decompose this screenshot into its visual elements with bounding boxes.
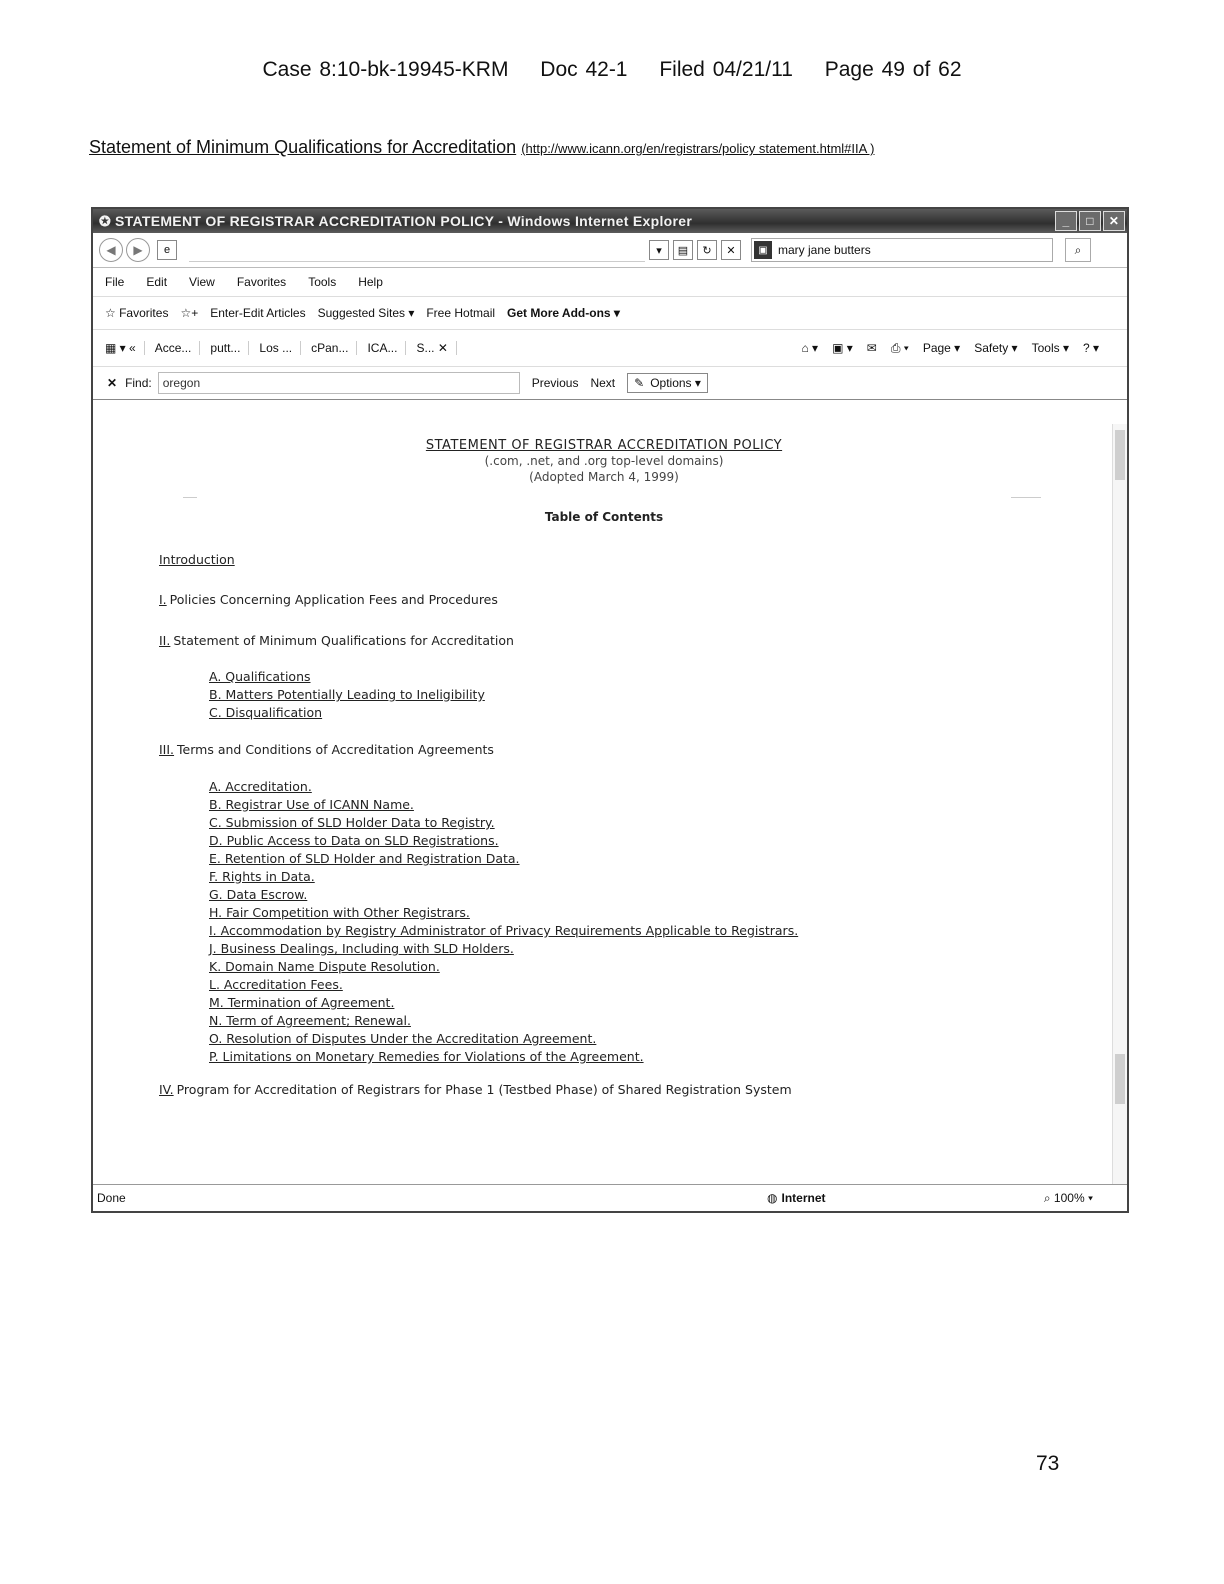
safety-menu[interactable]: Safety ▾ bbox=[974, 340, 1018, 355]
divider-right bbox=[1011, 497, 1041, 498]
toc-link[interactable]: B. Registrar Use of ICANN Name. bbox=[209, 797, 414, 812]
menu-favorites[interactable]: Favorites bbox=[236, 275, 287, 289]
home-icon[interactable]: ⌂ ▾ bbox=[801, 340, 819, 355]
toc-heading: Table of Contents bbox=[544, 510, 664, 524]
zone-label: Internet bbox=[781, 1191, 826, 1205]
print-icon[interactable]: ⎙ ▾ bbox=[890, 340, 909, 355]
maximize-button[interactable]: □ bbox=[1079, 211, 1101, 231]
ie-icon: ✪ bbox=[99, 212, 112, 229]
toc-link[interactable]: D. Public Access to Data on SLD Registrations. bbox=[209, 833, 499, 848]
back-button[interactable]: ◀ bbox=[99, 238, 123, 262]
forward-button[interactable]: ▶ bbox=[126, 238, 150, 262]
compat-icon[interactable]: ▤ bbox=[673, 240, 693, 260]
help-icon[interactable]: ? ▾ bbox=[1082, 340, 1099, 355]
mail-icon[interactable]: ✉ bbox=[866, 340, 877, 355]
section-3-link[interactable]: III. bbox=[159, 742, 175, 757]
toc-link[interactable]: A. Qualifications bbox=[209, 669, 311, 684]
section-1-link[interactable]: I. bbox=[159, 592, 167, 607]
toc-link[interactable]: E. Retention of SLD Holder and Registration Data. bbox=[209, 851, 520, 866]
section-2-link[interactable]: II. bbox=[159, 633, 171, 648]
find-value: oregon bbox=[162, 376, 201, 390]
menu-bar bbox=[93, 268, 1127, 297]
toc-link[interactable]: K. Domain Name Dispute Resolution. bbox=[209, 959, 440, 974]
globe-icon: ◍ bbox=[767, 1191, 778, 1205]
toc-link[interactable]: N. Term of Agreement; Renewal. bbox=[209, 1013, 411, 1028]
toc-section-2 bbox=[159, 633, 514, 648]
toc-link[interactable]: F. Rights in Data. bbox=[209, 869, 315, 884]
fav-link-addons[interactable]: Get More Add-ons ▾ bbox=[507, 306, 620, 320]
refresh-icon[interactable]: ↻ bbox=[697, 240, 717, 260]
section-4-text: Program for Accreditation of Registrars for Phase 1 (Testbed Phase) of Shared Registration System bbox=[176, 1082, 792, 1097]
menu-tools[interactable]: Tools bbox=[308, 275, 337, 289]
fav-link-enter-edit[interactable]: Enter-Edit Articles bbox=[210, 306, 306, 320]
toc-link[interactable]: M. Termination of Agreement. bbox=[209, 995, 395, 1010]
section-3-list bbox=[209, 778, 798, 1066]
pencil-icon: ✎ bbox=[634, 376, 645, 390]
find-options-label: Options ▾ bbox=[650, 376, 701, 390]
toc-link[interactable]: I. Accommodation by Registry Administrator of Privacy Requirements Applicable to Registrars. bbox=[209, 923, 799, 938]
toc-link[interactable]: C. Submission of SLD Holder Data to Registry. bbox=[209, 815, 495, 830]
toc-link[interactable]: P. Limitations on Monetary Remedies for Violations of the Agreement. bbox=[209, 1049, 644, 1064]
tab-4[interactable]: cPan... bbox=[311, 341, 357, 355]
toc-link[interactable]: A. Accreditation. bbox=[209, 779, 312, 794]
policy-subtitle: (.com, .net, and .org top-level domains) bbox=[484, 454, 724, 468]
toc-link[interactable]: O. Resolution of Disputes Under the Accreditation Agreement. bbox=[209, 1031, 597, 1046]
tab-5[interactable]: ICA... bbox=[367, 341, 406, 355]
menu-view[interactable]: View bbox=[189, 275, 215, 289]
policy-title: STATEMENT OF REGISTRAR ACCREDITATION POLICY bbox=[425, 438, 783, 453]
find-next-button[interactable]: Next bbox=[590, 376, 616, 390]
menu-help[interactable]: Help bbox=[358, 275, 383, 289]
feeds-icon[interactable]: ▣ ▾ bbox=[832, 340, 853, 355]
page-info: Page 49 of 62 bbox=[824, 58, 962, 81]
filed-date: Filed 04/21/11 bbox=[659, 58, 793, 81]
search-value: mary jane butters bbox=[778, 243, 871, 257]
window-title: STATEMENT OF REGISTRAR ACCREDITATION POLICY - Windows Internet Explorer bbox=[115, 213, 693, 229]
scrollbar-thumb-lower[interactable] bbox=[1115, 1054, 1125, 1104]
search-provider-icon: ▣ bbox=[754, 241, 772, 259]
screenshot-caption bbox=[89, 137, 875, 158]
caption-title: Statement of Minimum Qualifications for Accreditation bbox=[89, 137, 517, 157]
fav-link-suggested-sites[interactable]: Suggested Sites ▾ bbox=[317, 306, 415, 320]
find-previous-button[interactable]: Previous bbox=[531, 376, 579, 390]
section-1-text: Policies Concerning Application Fees and Procedures bbox=[169, 592, 498, 607]
page-icon: e bbox=[157, 240, 177, 260]
browser-window bbox=[91, 207, 1129, 1213]
toc-link[interactable]: G. Data Escrow. bbox=[209, 887, 308, 902]
toc-section-4 bbox=[159, 1082, 792, 1097]
fav-link-free-hotmail[interactable]: Free Hotmail bbox=[426, 306, 496, 320]
case-header bbox=[0, 58, 1224, 82]
page-content bbox=[93, 424, 1115, 1184]
favorites-button[interactable] bbox=[105, 306, 168, 320]
star-icon: ☆ bbox=[105, 306, 120, 320]
find-label: Find: bbox=[125, 376, 152, 390]
zoom-level: 100% bbox=[1053, 1190, 1085, 1205]
page-menu[interactable]: Page ▾ bbox=[922, 340, 961, 355]
close-button[interactable]: ✕ bbox=[1103, 211, 1125, 231]
tab-list-icon[interactable]: ▦ ▾ « bbox=[105, 341, 145, 355]
zoom-control[interactable]: ⌕ 100% ▾ bbox=[1043, 1190, 1093, 1205]
tools-menu[interactable]: Tools ▾ bbox=[1031, 340, 1069, 355]
find-input[interactable] bbox=[158, 372, 520, 394]
title-bar bbox=[93, 209, 1127, 233]
tab-2[interactable]: putt... bbox=[210, 341, 249, 355]
security-zone bbox=[767, 1191, 957, 1205]
find-options-button[interactable] bbox=[627, 373, 708, 393]
search-icon[interactable]: ⌕ bbox=[1065, 238, 1091, 262]
toc-link[interactable]: J. Business Dealings, Including with SLD Holders. bbox=[209, 941, 514, 956]
status-bar bbox=[93, 1184, 1127, 1211]
menu-file[interactable]: File bbox=[105, 275, 125, 289]
toc-section-1 bbox=[159, 592, 498, 607]
address-input[interactable] bbox=[189, 239, 645, 262]
stop-icon[interactable]: ✕ bbox=[721, 240, 741, 260]
tab-bar bbox=[93, 330, 1127, 367]
toc-link[interactable]: B. Matters Potentially Leading to Ineligibility bbox=[209, 687, 485, 702]
tab-3[interactable]: Los ... bbox=[259, 341, 301, 355]
favorites-bar bbox=[93, 297, 1127, 330]
case-number: Case 8:10-bk-19945-KRM bbox=[262, 58, 509, 81]
caption-url: (http://www.icann.org/en/registrars/policy statement.html#IIA ) bbox=[521, 141, 875, 156]
toc-link[interactable]: H. Fair Competition with Other Registrars. bbox=[209, 905, 470, 920]
policy-adopted: (Adopted March 4, 1999) bbox=[529, 470, 679, 484]
section-2-text: Statement of Minimum Qualifications for Accreditation bbox=[173, 633, 514, 648]
status-text: Done bbox=[97, 1191, 126, 1205]
section-4-link[interactable]: IV. bbox=[159, 1082, 174, 1097]
toc-section-3 bbox=[159, 742, 494, 757]
minimize-button[interactable]: _ bbox=[1055, 211, 1077, 231]
dropdown-icon[interactable]: ▾ bbox=[649, 240, 669, 260]
search-input[interactable] bbox=[751, 238, 1053, 262]
find-bar bbox=[93, 367, 1127, 400]
menu-edit[interactable]: Edit bbox=[146, 275, 168, 289]
page-number: 73 bbox=[1036, 1452, 1060, 1475]
doc-number: Doc 42-1 bbox=[540, 58, 628, 81]
section-3-text: Terms and Conditions of Accreditation Agreements bbox=[177, 742, 494, 757]
find-close-icon[interactable]: ✕ bbox=[107, 376, 118, 390]
scrollbar-thumb[interactable] bbox=[1115, 430, 1125, 480]
favorites-label: Favorites bbox=[119, 306, 169, 320]
add-favorite-icon[interactable]: ☆+ bbox=[180, 306, 199, 320]
toc-link[interactable]: L. Accreditation Fees. bbox=[209, 977, 343, 992]
window-controls bbox=[1055, 211, 1127, 231]
section-2-list bbox=[209, 668, 485, 722]
vertical-scrollbar[interactable] bbox=[1112, 424, 1127, 1184]
command-bar bbox=[801, 341, 1127, 356]
tab-1[interactable]: Acce... bbox=[155, 341, 201, 355]
divider-left bbox=[183, 497, 197, 498]
tab-6-active[interactable]: S... ✕ bbox=[416, 341, 456, 355]
address-bar-row bbox=[93, 233, 1127, 268]
toc-introduction-link[interactable]: Introduction bbox=[159, 552, 235, 567]
toc-link[interactable]: C. Disqualification bbox=[209, 705, 323, 720]
